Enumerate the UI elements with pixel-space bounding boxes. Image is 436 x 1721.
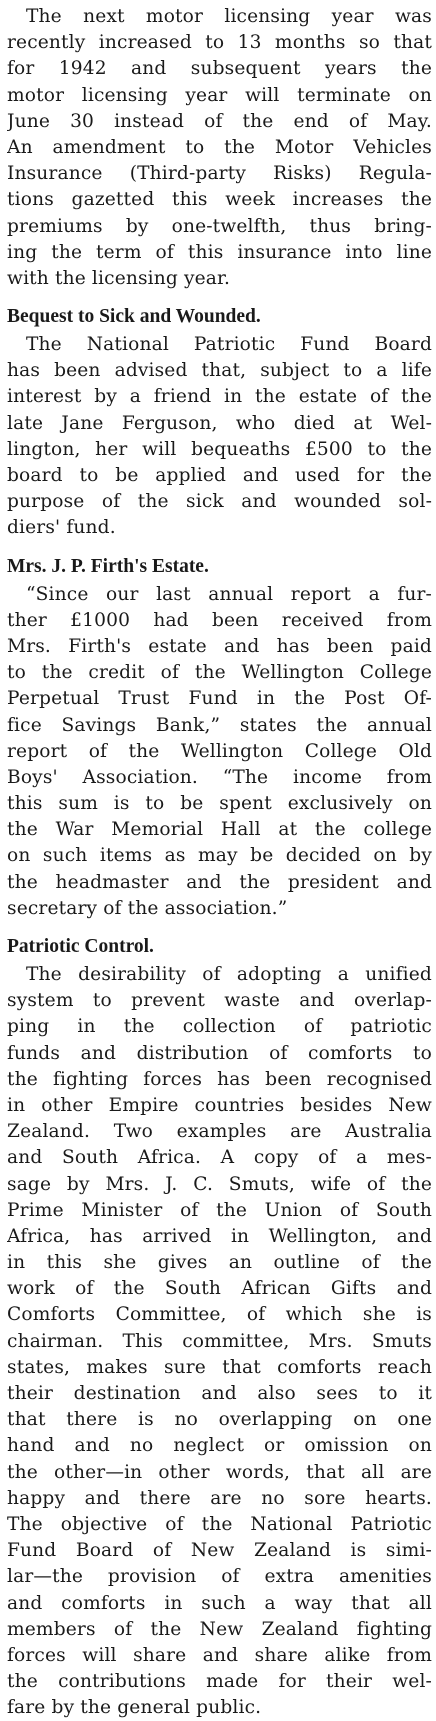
text-line: and South Africa. A copy of a mes- — [7, 1147, 432, 1169]
text-line: premiums by one-twelfth, thus bring- — [7, 215, 432, 237]
text-line: fice Savings Bank,” states the annual — [7, 714, 432, 736]
text-line: work of the South African Gifts and — [7, 1278, 432, 1300]
text-line: Prime Minister of the Union of South — [7, 1199, 432, 1221]
text-line: ping in the collection of patriotic — [7, 1016, 432, 1038]
text-line: in this she gives an outline of the — [7, 1252, 432, 1274]
text-line: the fighting forces has been recognised — [7, 1068, 432, 1090]
text-line: The objective of the National Patriotic — [7, 1513, 432, 1535]
text-line: the other—in other words, that all are — [7, 1461, 432, 1483]
text-line: June 30 instead of the end of May. — [7, 110, 432, 132]
text-line: on such items as may be decided on by — [7, 845, 432, 867]
text-line: ing the term of this insurance into line — [7, 241, 432, 263]
text-line: The desirability of adopting a unified — [26, 964, 432, 985]
text-line: sage by Mrs. J. C. Smuts, wife of the — [7, 1173, 432, 1195]
text-line: ther £1000 had been received from — [7, 609, 432, 631]
text-line: Insurance (Third-party Risks) Regula- — [7, 163, 432, 185]
text-line: states, makes sure that comforts reach — [7, 1356, 432, 1378]
text-line: recently increased to 13 months so that — [7, 32, 432, 54]
text-line: report of the Wellington College Old — [7, 740, 432, 762]
text-line: the contributions made for their wel- — [7, 1671, 432, 1693]
text-line: The next motor licensing year was — [26, 6, 432, 27]
text-line: the War Memorial Hall at the college — [7, 819, 432, 841]
article-body — [7, 4, 432, 292]
text-line: An amendment to the Motor Vehicles — [7, 136, 432, 158]
text-line: lington, her will bequeaths £500 to the — [7, 438, 432, 460]
text-line: The National Patriotic Fund Board — [26, 334, 432, 356]
text-line: hand and no neglect or omission on — [7, 1435, 432, 1457]
text-line: for 1942 and subsequent years the — [7, 58, 432, 80]
text-line: Comforts Committee, of which she is — [7, 1304, 432, 1326]
article-firth-estate — [7, 554, 432, 922]
text-line: system to prevent waste and overlap- — [7, 990, 432, 1012]
text-line: Boys' Association. “The income from — [7, 766, 432, 788]
text-line: Zealand. Two examples are Australia — [7, 1121, 432, 1143]
text-line: interest by a friend in the estate of the — [7, 386, 432, 408]
article-body — [7, 332, 432, 542]
text-line: lar—the provision of extra amenities — [7, 1566, 432, 1588]
text-line: Fund Board of New Zealand is simi- — [7, 1540, 432, 1562]
text-line: this sum is to be spent exclusively on — [7, 793, 432, 815]
text-line: with the licensing year. — [7, 267, 231, 289]
text-line: forces will share and share alike from — [7, 1644, 432, 1666]
text-line: secretary of the association.” — [7, 897, 288, 919]
text-line: their destination and also sees to it — [7, 1383, 432, 1404]
article-heading: Bequest to Sick and Wounded. — [7, 306, 261, 328]
text-line: and comforts in such a way that all — [7, 1592, 432, 1614]
text-line: purpose of the sick and wounded sol- — [7, 491, 432, 513]
article-body — [7, 962, 432, 1721]
text-line: Africa, has arrived in Wellington, and — [7, 1225, 432, 1247]
text-line: tions gazetted this week increases the — [7, 189, 432, 211]
text-line: diers' fund. — [7, 517, 116, 539]
text-line: “Since our last annual report a fur- — [26, 583, 432, 605]
article-bequest — [7, 304, 432, 542]
text-line: board to be applied and used for the — [7, 465, 432, 486]
article-heading: Mrs. J. P. Firth's Estate. — [7, 555, 209, 577]
text-line: fare by the general public. — [7, 1697, 262, 1719]
text-line: late Jane Ferguson, who died at Wel- — [7, 412, 432, 434]
text-line: the headmaster and the president and — [7, 871, 432, 893]
text-line: funds and distribution of comforts to — [7, 1042, 432, 1064]
article-heading: Patriotic Control. — [7, 936, 154, 957]
text-line: members of the New Zealand fighting — [7, 1618, 432, 1640]
text-line: has been advised that, subject to a life — [7, 360, 432, 382]
text-line: Mrs. Firth's estate and has been paid — [7, 635, 432, 657]
text-line: in other Empire countries besides New — [7, 1094, 432, 1116]
text-line: happy and there are no sore hearts. — [7, 1487, 432, 1509]
article-motor-licensing — [7, 4, 432, 292]
text-line: motor licensing year will terminate on — [7, 84, 432, 106]
text-line: that there is no overlapping on one — [7, 1409, 432, 1431]
text-line: Perpetual Trust Fund in the Post Of- — [7, 688, 432, 710]
article-patriotic-control — [7, 934, 432, 1721]
text-line: to the credit of the Wellington College — [7, 662, 432, 684]
text-line: chairman. This committee, Mrs. Smuts — [7, 1330, 432, 1352]
article-body — [7, 582, 432, 922]
